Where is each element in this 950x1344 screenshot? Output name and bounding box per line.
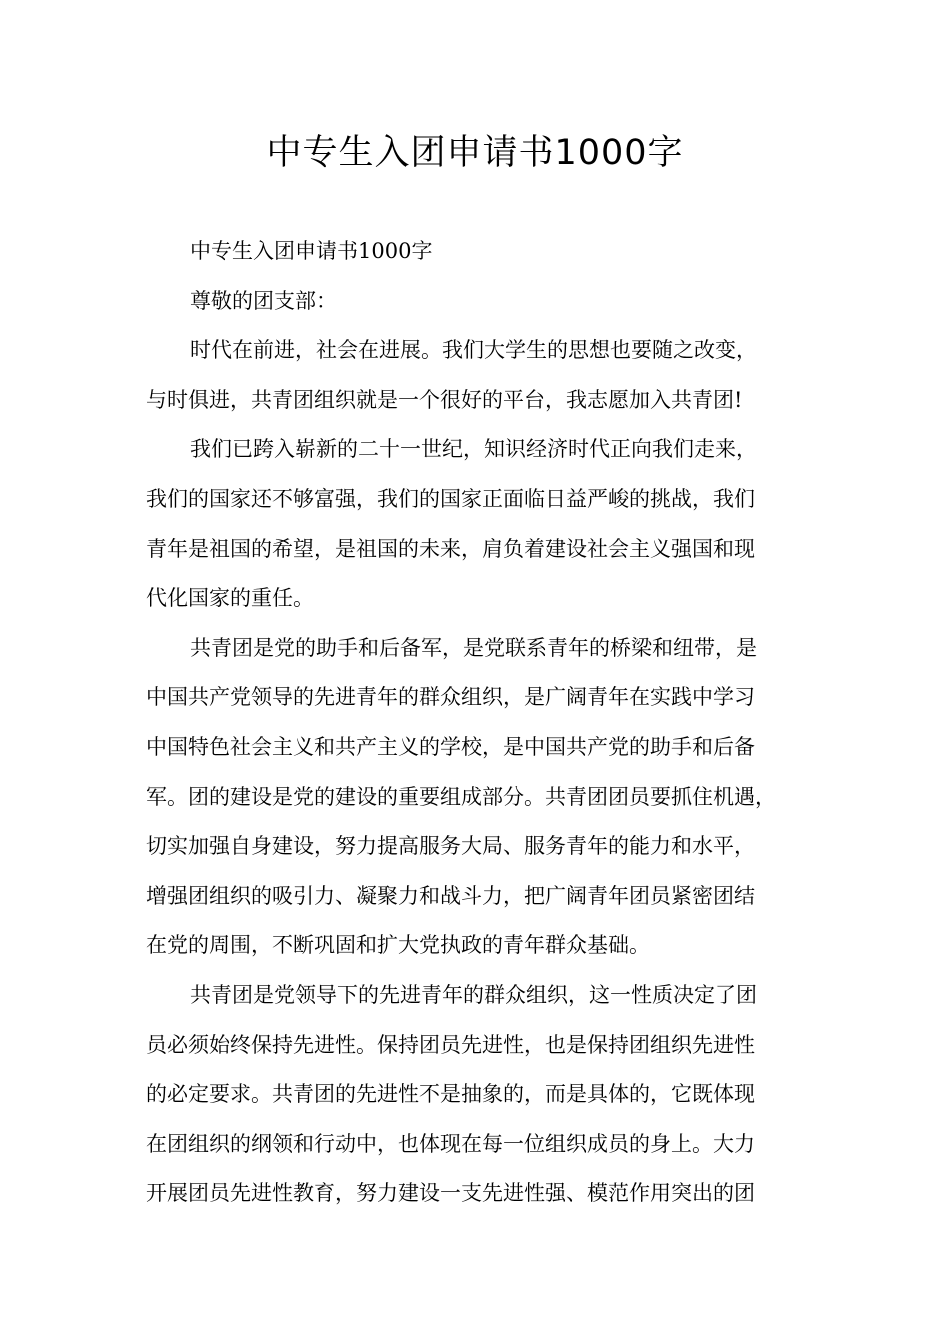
text-line: 尊敬的团支部：: [190, 288, 337, 313]
text-line: 的必定要求。共青团的先进性不是抽象的，而是具体的，它既体现: [146, 1082, 755, 1107]
text-line: 中国特色社会主义和共产主义的学校，是中国共产党的助手和后备: [146, 734, 755, 759]
text-line: 共青团是党的助手和后备军，是党联系青年的桥梁和纽带，是: [190, 635, 757, 660]
text-line: 中国共产党领导的先进青年的群众组织，是广阔青年在实践中学习: [146, 685, 755, 710]
text-line: 员必须始终保持先进性。保持团员先进性，也是保持团组织先进性: [146, 1032, 755, 1057]
text-line: 青年是祖国的希望，是祖国的未来，肩负着建设社会主义强国和现: [146, 536, 755, 561]
text-line: 共青团是党领导下的先进青年的群众组织，这一性质决定了团: [190, 982, 757, 1007]
document-body: [146, 227, 836, 1219]
text-line: 增强团组织的吸引力、凝聚力和战斗力，把广阔青年团员紧密团结: [146, 883, 755, 908]
text-line: 与时俱进，共青团组织就是一个很好的平台，我志愿加入共青团!: [146, 387, 743, 412]
text-line: 我们的国家还不够富强，我们的国家正面临日益严峻的挑战，我们: [146, 486, 755, 511]
text-line: 中专生入团申请书1000字: [190, 239, 433, 263]
text-line: 我们已跨入崭新的二十一世纪，知识经济时代正向我们走来，: [190, 437, 757, 462]
text-line: 开展团员先进性教育，努力建设一支先进性强、模范作用突出的团: [146, 1181, 755, 1206]
text-line: 在党的周围，不断巩固和扩大党执政的青年群众基础。: [146, 933, 650, 958]
text-line: 时代在前进，社会在进展。我们大学生的思想也要随之改变，: [190, 338, 757, 363]
text-line: 在团组织的纲领和行动中，也体现在每一位组织成员的身上。大力: [146, 1131, 755, 1156]
text-line: 切实加强自身建设，努力提高服务大局、服务青年的能力和水平，: [146, 834, 755, 859]
text-line: 军。团的建设是党的建设的重要组成部分。共青团团员要抓住机遇，: [146, 784, 776, 809]
document-title: 中专生入团申请书1000字: [266, 133, 684, 173]
text-line: 代化国家的重任。: [146, 586, 314, 611]
